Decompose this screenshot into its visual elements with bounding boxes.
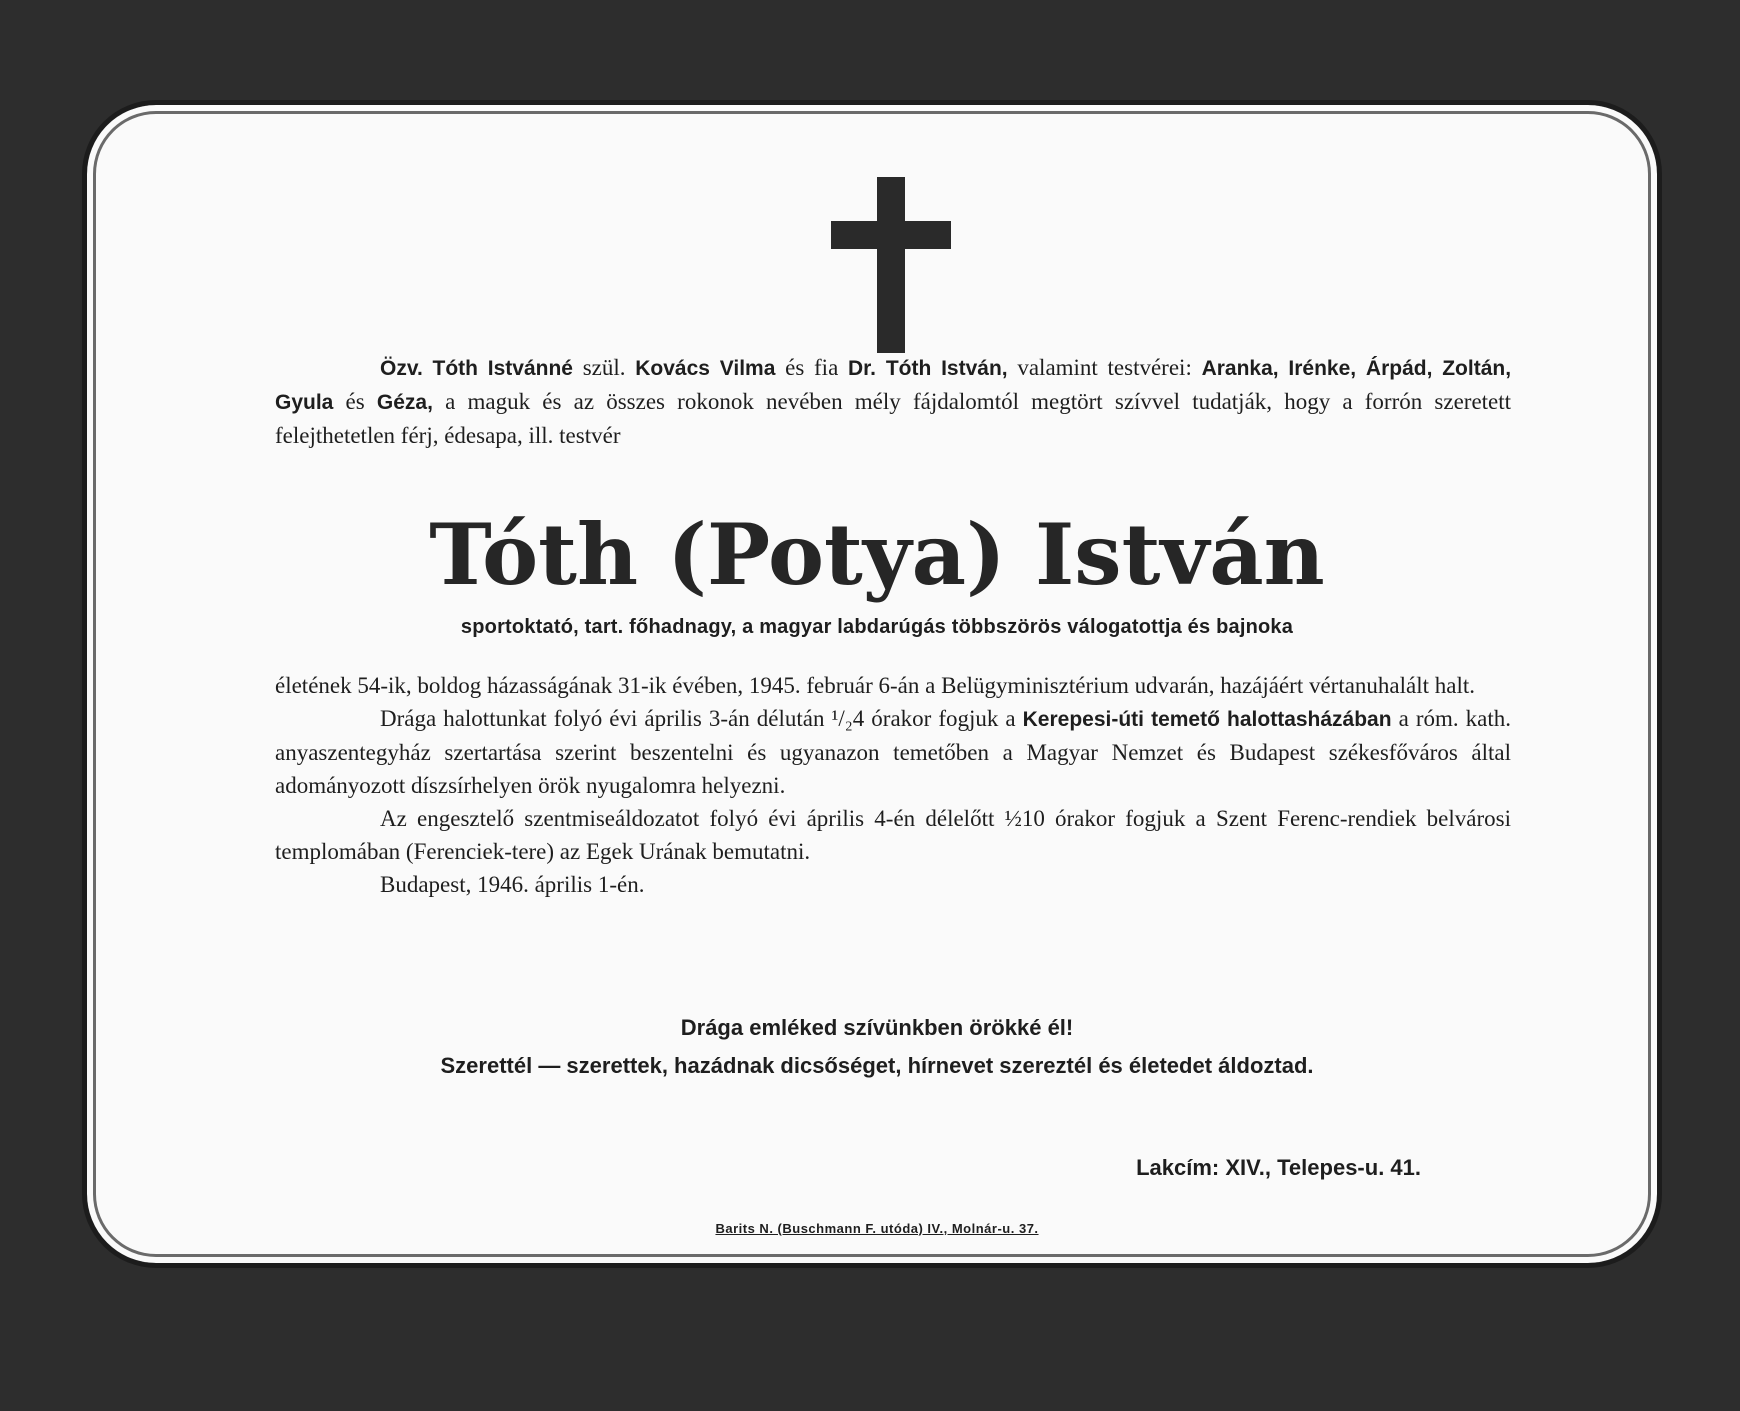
widow-label: Özv. (380, 357, 423, 380)
cross-horizontal-bar (831, 221, 951, 249)
and-son-text: és fia (785, 355, 839, 380)
mass-paragraph: Az engesztelő szentmiseáldozatot folyó évi április 4-én délelőtt ½10 órakor fogjuk a Szent Ferenc-rendiek belvárosi templomában (Ferenciek-tere) az Egek Urának bemutatni. (275, 806, 1511, 864)
closing-line-2: Szerettél — szerettek, hazádnak dicsőséget, hírnevet szereztél és életedet áldoztad. (440, 1053, 1314, 1078)
son-name: Dr. Tóth István, (848, 357, 1008, 380)
intro-rest: a maguk és az összes rokonok nevében mély fájdalomtól megtört szívvel tudatják, hogy a forrón szeretett felejthetetlen férj, édesapa, ill. testvér (275, 389, 1512, 448)
notice-body (275, 669, 1511, 901)
and-text: és (345, 389, 365, 414)
funeral-text-a: Drága halottunkat folyó évi április 3-án délután (380, 706, 832, 731)
printer-imprint: Barits N. (Buschmann F. utóda) IV., Molnár-u. 37. (715, 1221, 1039, 1236)
siblings-names: Aranka, Irénke, Árpád, Zoltán, Gyula (275, 357, 1512, 414)
funeral-time: ¹/₂4 (831, 706, 865, 731)
widow-name: Tóth Istvánné (432, 357, 573, 380)
funeral-paragraph (275, 702, 1511, 802)
obituary-card (82, 100, 1662, 1268)
deceased-name: Tóth (Potya) István (429, 505, 1325, 604)
cross-vertical-bar (877, 177, 905, 353)
closing-lines (169, 1009, 1585, 1085)
death-paragraph: életének 54-ik, boldog házasságának 31-ik évében, 1945. február 6-án a Belügyminisztérium udvarán, hazájáért vértanuhalált halt. (275, 673, 1476, 698)
siblings-intro: valamint testvérei: (1017, 355, 1192, 380)
funeral-text-b: órakor fogjuk a (864, 706, 1023, 731)
funeral-text-c: a róm. kath. anyaszentegyház szertartása szerint beszentelni és ugyanazon temetőben a Magyar Nemzet és Budapest székesfőváros által adományozott díszsírhelyen örök nyugalomra helyezni. (275, 706, 1511, 798)
closing-line-1: Drága emléked szívünkben örökké él! (680, 1015, 1074, 1040)
deceased-titles: sportoktató, tart. főhadnagy, a magyar labdarúgás többszörös válogatottja és bajnoka (460, 616, 1294, 638)
born-label: szül. (582, 355, 626, 380)
place-date: Budapest, 1946. április 1-én. (380, 872, 645, 897)
intro-paragraph (275, 351, 1511, 452)
address: Lakcím: XIV., Telepes-u. 41. (1136, 1155, 1421, 1180)
last-sibling-name: Géza, (376, 391, 433, 414)
funeral-place: Kerepesi-úti temető halottasházában (1022, 708, 1392, 731)
maiden-name: Kovács Vilma (635, 357, 776, 380)
